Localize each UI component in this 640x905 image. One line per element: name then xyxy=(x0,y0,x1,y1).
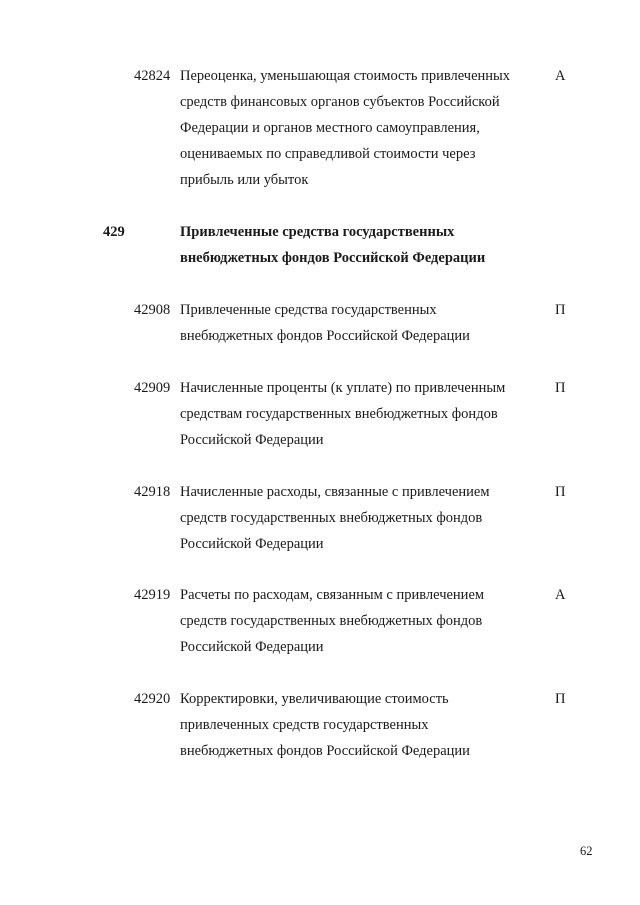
description-line: Расчеты по расходам, связанным с привлечением xyxy=(180,587,485,603)
description-line: Федерации и органов местного самоуправления, xyxy=(180,120,480,136)
section-title xyxy=(180,219,550,271)
account-description xyxy=(180,479,550,557)
description-line: Начисленные расходы, связанные с привлечением xyxy=(180,484,490,500)
account-type: А xyxy=(555,587,566,603)
account-type: П xyxy=(555,302,566,318)
description-line: Переоценка, уменьшающая стоимость привлеченных xyxy=(180,68,511,84)
account-description xyxy=(180,297,550,349)
description-line: Российской Федерации xyxy=(180,432,324,448)
description-line: Российской Федерации xyxy=(180,536,324,552)
account-description xyxy=(180,375,550,453)
description-line: средствам государственных внебюджетных фондов xyxy=(180,406,498,422)
section-code: 429 xyxy=(103,224,125,240)
description-line: привлеченных средств государственных xyxy=(180,717,429,733)
account-description xyxy=(180,63,550,193)
description-line: прибыль или убыток xyxy=(180,172,309,188)
account-code: 42908 xyxy=(134,302,171,318)
account-description xyxy=(180,582,550,660)
description-line: средств финансовых органов субъектов Российской xyxy=(180,94,500,110)
description-line: внебюджетных фондов Российской Федерации xyxy=(180,743,470,759)
description-line: Привлеченные средства государственных xyxy=(180,302,437,318)
account-code: 42919 xyxy=(134,587,171,603)
description-line: Корректировки, увеличивающие стоимость xyxy=(180,691,449,707)
account-description xyxy=(180,686,550,764)
description-line: оцениваемых по справедливой стоимости через xyxy=(180,146,476,162)
account-type: П xyxy=(555,380,566,396)
account-type: П xyxy=(555,691,566,707)
account-type: А xyxy=(555,68,566,84)
account-code: 42920 xyxy=(134,691,171,707)
account-code: 42918 xyxy=(134,484,171,500)
account-type: П xyxy=(555,484,566,500)
account-code: 42909 xyxy=(134,380,171,396)
description-line: внебюджетных фондов Российской Федерации xyxy=(180,328,470,344)
account-code: 42824 xyxy=(134,68,171,84)
description-line: средств государственных внебюджетных фондов xyxy=(180,510,483,526)
description-line: Начисленные проценты (к уплате) по привлеченным xyxy=(180,380,506,396)
section-title-line: внебюджетных фондов Российской Федерации xyxy=(180,250,486,266)
description-line: средств государственных внебюджетных фондов xyxy=(180,613,483,629)
description-line: Российской Федерации xyxy=(180,639,324,655)
page-number: 62 xyxy=(580,844,593,858)
section-title-line: Привлеченные средства государственных xyxy=(180,224,455,240)
